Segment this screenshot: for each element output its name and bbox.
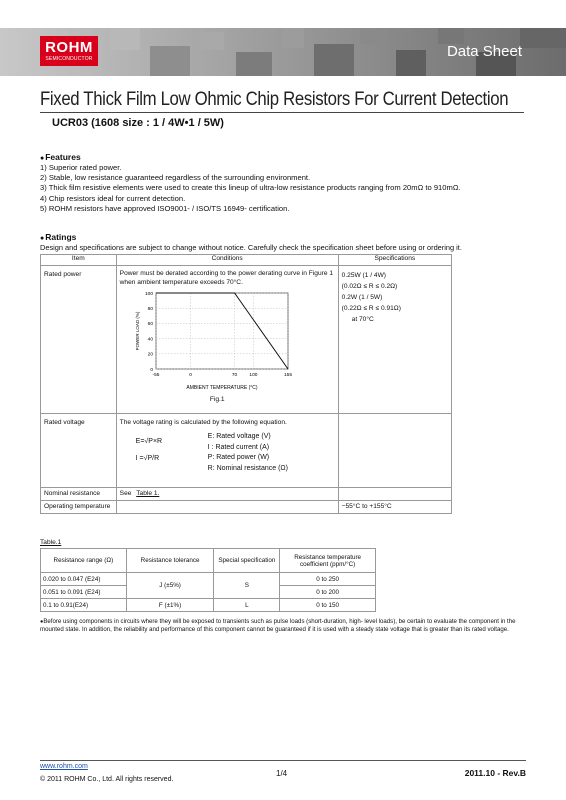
feature-item: 5) ROHM resistors have approved ISO9001- / ISO/TS 16949- certification. <box>40 203 290 213</box>
spec-cell <box>338 414 451 488</box>
logo-text: ROHM <box>45 39 93 56</box>
special-cell: S <box>214 573 280 599</box>
x-tick-label: 155 <box>283 373 292 378</box>
table-row <box>41 599 376 612</box>
table1-link[interactable]: Table 1. <box>136 490 160 497</box>
data-sheet-label: Data Sheet <box>446 43 522 60</box>
y-tick-label: 100 <box>144 291 153 297</box>
condition-text: Power must be derated according to the power derating curve in Figure 1 when ambient temperature exceeds 70°C. <box>119 270 333 286</box>
ratings-heading <box>40 232 76 242</box>
bullet-icon: ● <box>40 155 45 162</box>
logo-subtext: SEMICONDUCTOR <box>45 56 93 62</box>
table-row <box>41 414 452 488</box>
table-row <box>41 501 452 514</box>
range-cell: 0.051 to 0.091 (E24) <box>41 586 127 599</box>
copyright-text: © 2011 ROHM Co., Ltd. All rights reserved. <box>40 776 174 783</box>
item-cell: Operating temperature <box>41 501 117 514</box>
equations <box>120 432 208 474</box>
equation-current: I =√P/R <box>135 455 160 462</box>
table1-label: Table.1 <box>40 539 62 546</box>
col-header: Special specification <box>214 549 280 573</box>
spec-cell <box>338 488 451 501</box>
feature-item: 4) Chip resistors ideal for current detection. <box>40 193 186 203</box>
x-tick-label: 100 <box>249 373 258 378</box>
tcr-cell: 0 to 150 <box>280 599 376 612</box>
revision-label: 2011.10 - Rev.B <box>464 768 526 778</box>
equation-voltage: E=√P×R <box>135 438 163 445</box>
special-cell: L <box>214 599 280 612</box>
item-cell: Rated power <box>41 266 117 414</box>
legend-line: E: Rated voltage (V) <box>207 433 271 440</box>
col-header: Resistance range (Ω) <box>41 549 127 573</box>
bullet-icon: ● <box>40 619 44 625</box>
feature-item: 3) Thick film resistive elements were used to create this lineup of ultra-low resistance products ranging from 20mΩ to 910mΩ. <box>40 183 461 193</box>
features-heading-text: Features <box>45 152 81 162</box>
spec-line: (0.22Ω ≤ R ≤ 0.91Ω) <box>341 305 401 312</box>
x-tick-label: 70 <box>231 373 237 378</box>
spec-cell <box>338 266 451 414</box>
page-number: 1/4 <box>276 769 288 778</box>
condition-cell <box>116 488 338 501</box>
figure-caption: Fig.1 <box>209 396 225 403</box>
legend-line: R: Nominal resistance (Ω) <box>207 464 288 472</box>
footer-divider <box>40 760 526 761</box>
x-axis-label: AMBIENT TEMPERATURE (°C) <box>186 385 258 391</box>
table-row <box>41 266 452 414</box>
caution-note <box>40 618 526 634</box>
y-tick-label: 0 <box>150 367 153 373</box>
y-tick-label: 40 <box>147 337 153 343</box>
feature-item: 2) Stable, low resistance guaranteed regardless of the surrounding environment. <box>40 173 311 183</box>
range-cell: 0.1 to 0.91(E24) <box>41 599 127 612</box>
x-tick-label: -55 <box>152 373 160 378</box>
range-cell: 0.020 to 0.047 (E24) <box>41 573 127 586</box>
ratings-table <box>40 254 452 514</box>
item-cell: Nominal resistance <box>41 488 117 501</box>
ratings-heading-text: Ratings <box>45 232 77 242</box>
spec-line: (0.02Ω ≤ R ≤ 0.2Ω) <box>341 283 398 290</box>
power-derating-chart <box>120 289 334 395</box>
table-header-row <box>41 549 376 573</box>
table-row <box>41 488 452 501</box>
derating-curve <box>156 293 288 369</box>
tcr-cell: 0 to 250 <box>280 573 376 586</box>
col-header: Specifications <box>338 255 451 266</box>
legend-line: P: Rated power (W) <box>207 454 270 461</box>
features-heading <box>40 152 81 162</box>
table-header-row <box>41 255 452 266</box>
equation-legend <box>208 432 288 474</box>
spec-line: 0.25W (1 / 4W) <box>341 272 386 279</box>
y-tick-label: 20 <box>147 352 153 358</box>
features-list <box>40 163 461 214</box>
x-tick-label: 0 <box>188 373 192 378</box>
spec-line: 0.2W (1 / 5W) <box>341 294 383 301</box>
col-header: Resistance temperature coefficient (ppm/°C) <box>280 549 376 573</box>
plot-area <box>156 293 288 369</box>
feature-item: 1) Superior rated power. <box>40 163 122 172</box>
product-subtitle: UCR03 (1608 size : 1 / 4W•1 / 5W) <box>52 117 224 129</box>
rohm-website-link[interactable]: www.rohm.com <box>40 763 88 770</box>
ratings-note: Design and specifications are subject to change without notice. Carefully check the specification sheet before using or ordering it. <box>40 243 462 252</box>
item-cell: Rated voltage <box>41 414 117 488</box>
title-divider <box>40 112 524 113</box>
legend-line: I : Rated current (A) <box>207 443 270 451</box>
caution-text: Before using components in circuits where they will be exposed to transients such as pulse loads (short-duration, high- level loads), be certain to evaluate the component in the mounted state. In addition, the reliability and performance of this component cannot be guaranteed if it is used with a steady state voltage that is greater than its rated voltage. <box>40 618 516 633</box>
col-header: Conditions <box>116 255 338 266</box>
bullet-icon: ● <box>40 235 45 242</box>
condition-cell <box>116 414 338 488</box>
col-header: Resistance tolerance <box>126 549 214 573</box>
y-tick-label: 60 <box>147 322 153 328</box>
table-row <box>41 573 376 586</box>
spec-cell: −55°C to +155°C <box>338 501 451 514</box>
page-title: Fixed Thick Film Low Ohmic Chip Resistors For Current Detection <box>40 88 509 110</box>
rohm-logo <box>40 36 98 66</box>
col-header: Item <box>41 255 117 266</box>
condition-cell <box>116 501 338 514</box>
tcr-cell: 0 to 200 <box>280 586 376 599</box>
see-text: See <box>119 490 132 497</box>
spec-line: at 70°C <box>351 316 374 323</box>
tolerance-cell: F (±1%) <box>126 599 214 612</box>
condition-cell <box>116 266 338 414</box>
condition-text: The voltage rating is calculated by the following equation. <box>119 419 287 426</box>
y-axis-label: POWER LOAD (%) <box>134 311 140 351</box>
tolerance-cell: J (±5%) <box>126 573 214 599</box>
resistance-table <box>40 548 376 612</box>
y-tick-label: 80 <box>147 307 153 312</box>
